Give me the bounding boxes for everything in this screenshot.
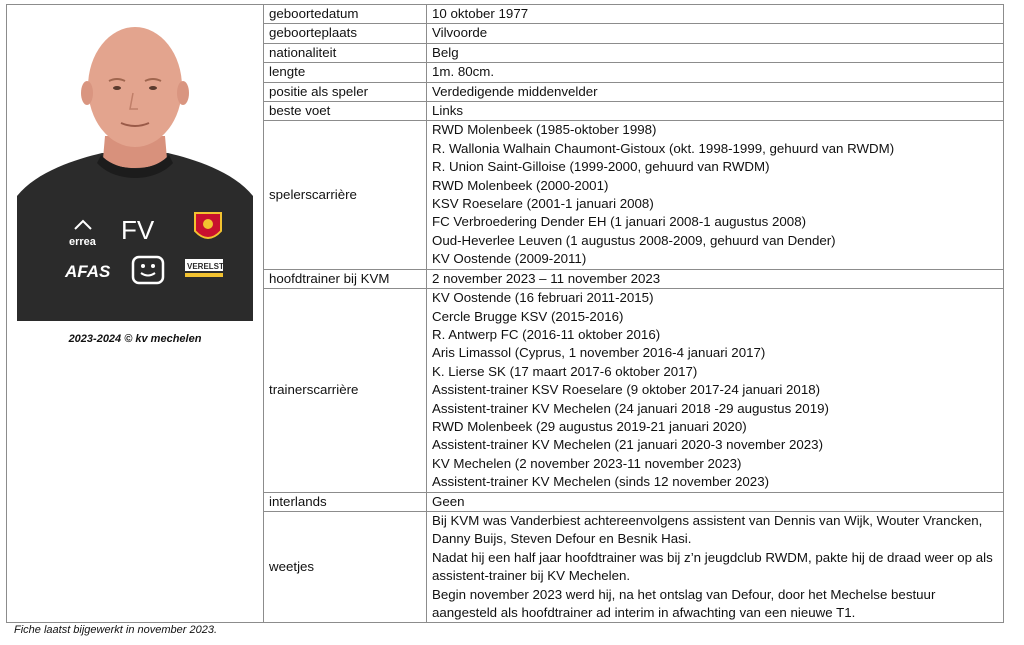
fiche-table [6,4,1004,623]
career-item: Oud-Heverlee Leuven (1 augustus 2008-2009, gehuurd van Dender) [432,232,836,248]
label-spelerscarriere: spelerscarrière [264,121,427,269]
label-nationaliteit: nationaliteit [264,43,427,62]
coaching-item: Assistent-trainer KV Mechelen (21 januari 2020-3 november 2023) [432,437,823,453]
label-interlands: interlands [264,492,427,511]
value-lengte: 1m. 80cm. [427,63,1004,82]
value-geboorteplaats: Vilvoorde [427,24,1004,43]
player-portrait-image [17,21,253,321]
photo-cell [7,5,264,623]
coaching-item: RWD Molenbeek (29 augustus 2019-21 januari 2020) [432,418,747,434]
coaching-item: Aris Limassol (Cyprus, 1 november 2016-4 januari 2017) [432,345,766,361]
value-nationaliteit: Belg [427,43,1004,62]
label-trainerscarriere: trainerscarrière [264,289,427,492]
career-item: R. Wallonia Walhain Chaumont-Gistoux (okt. 1998-1999, gehuurd van RWDM) [432,140,895,156]
trivia-paragraph: Begin november 2023 werd hij, na het ontslag van Defour, door het Mechelse bestuur aangesteld als hoofdtrainer ad interim in afwachting van een nieuwe T1. [432,586,936,620]
shirt-initials-text: FV [121,215,155,245]
main-sponsor-text: AFAS [65,262,111,281]
trivia-paragraph: Nadat hij een half jaar hoofdtrainer was bij z’n jeugdclub RWDM, pakte hij de draad weer op als assistent-trainer bij KV Mechelen. [432,549,993,584]
career-item: R. Union Saint-Gilloise (1999-2000, gehuurd van RWDM) [432,159,770,175]
photo-caption: 2023-2024 © kv mechelen [68,333,202,345]
coaching-item: Assistent-trainer KV Mechelen (24 januari 2018 -29 augustus 2019) [432,400,829,416]
label-hoofdtrainer: hoofdtrainer bij KVM [264,269,427,288]
coaching-item: Assistent-trainer KSV Roeselare (9 oktober 2017-24 januari 2018) [432,382,821,398]
career-item: KSV Roeselare (2001-1 januari 2008) [432,196,654,212]
coaching-item: K. Lierse SK (17 maart 2017-6 oktober 2017) [432,363,698,379]
coaching-item: KV Mechelen (2 november 2023-11 november 2023) [432,455,742,471]
label-geboortedatum: geboortedatum [264,5,427,24]
value-voet: Links [427,102,1004,121]
career-item: RWD Molenbeek (1985-oktober 1998) [432,122,657,138]
coaching-item: KV Oostende (16 februari 2011-2015) [432,290,654,306]
label-lengte: lengte [264,63,427,82]
label-geboorteplaats: geboorteplaats [264,24,427,43]
trivia-paragraph: Bij KVM was Vanderbiest achtereenvolgens assistent van Dennis van Wijk, Wouter Vrancken, Danny Buijs, Steven Defour en Besnik Hasi. [432,512,983,547]
badge-sponsor-text: VERELST [187,262,224,271]
value-hoofdtrainer: 2 november 2023 – 11 november 2023 [427,269,1004,288]
row-geboortedatum [7,5,1004,24]
value-interlands: Geen [427,492,1004,511]
coaching-item: Cercle Brugge KSV (2015-2016) [432,308,624,324]
label-voet: beste voet [264,102,427,121]
career-item: RWD Molenbeek (2000-2001) [432,177,609,193]
value-positie: Verdedigende middenvelder [427,82,1004,101]
coaching-item: R. Antwerp FC (2016-11 oktober 2016) [432,326,661,342]
career-item: KV Oostende (2009-2011) [432,251,587,267]
value-weetjes [427,511,1004,622]
label-weetjes: weetjes [264,511,427,622]
coaching-item: Assistent-trainer KV Mechelen (sinds 12 november 2023) [432,474,770,490]
player-photo [17,21,253,321]
career-item: FC Verbroedering Dender EH (1 januari 2008-1 augustus 2008) [432,214,807,230]
value-spelerscarriere [427,121,1004,269]
kit-sponsor-text: errea [69,236,96,248]
label-positie: positie als speler [264,82,427,101]
value-trainerscarriere [427,289,1004,492]
last-updated-note: Fiche laatst bijgewerkt in november 2023. [14,624,217,636]
value-geboortedatum: 10 oktober 1977 [427,5,1004,24]
